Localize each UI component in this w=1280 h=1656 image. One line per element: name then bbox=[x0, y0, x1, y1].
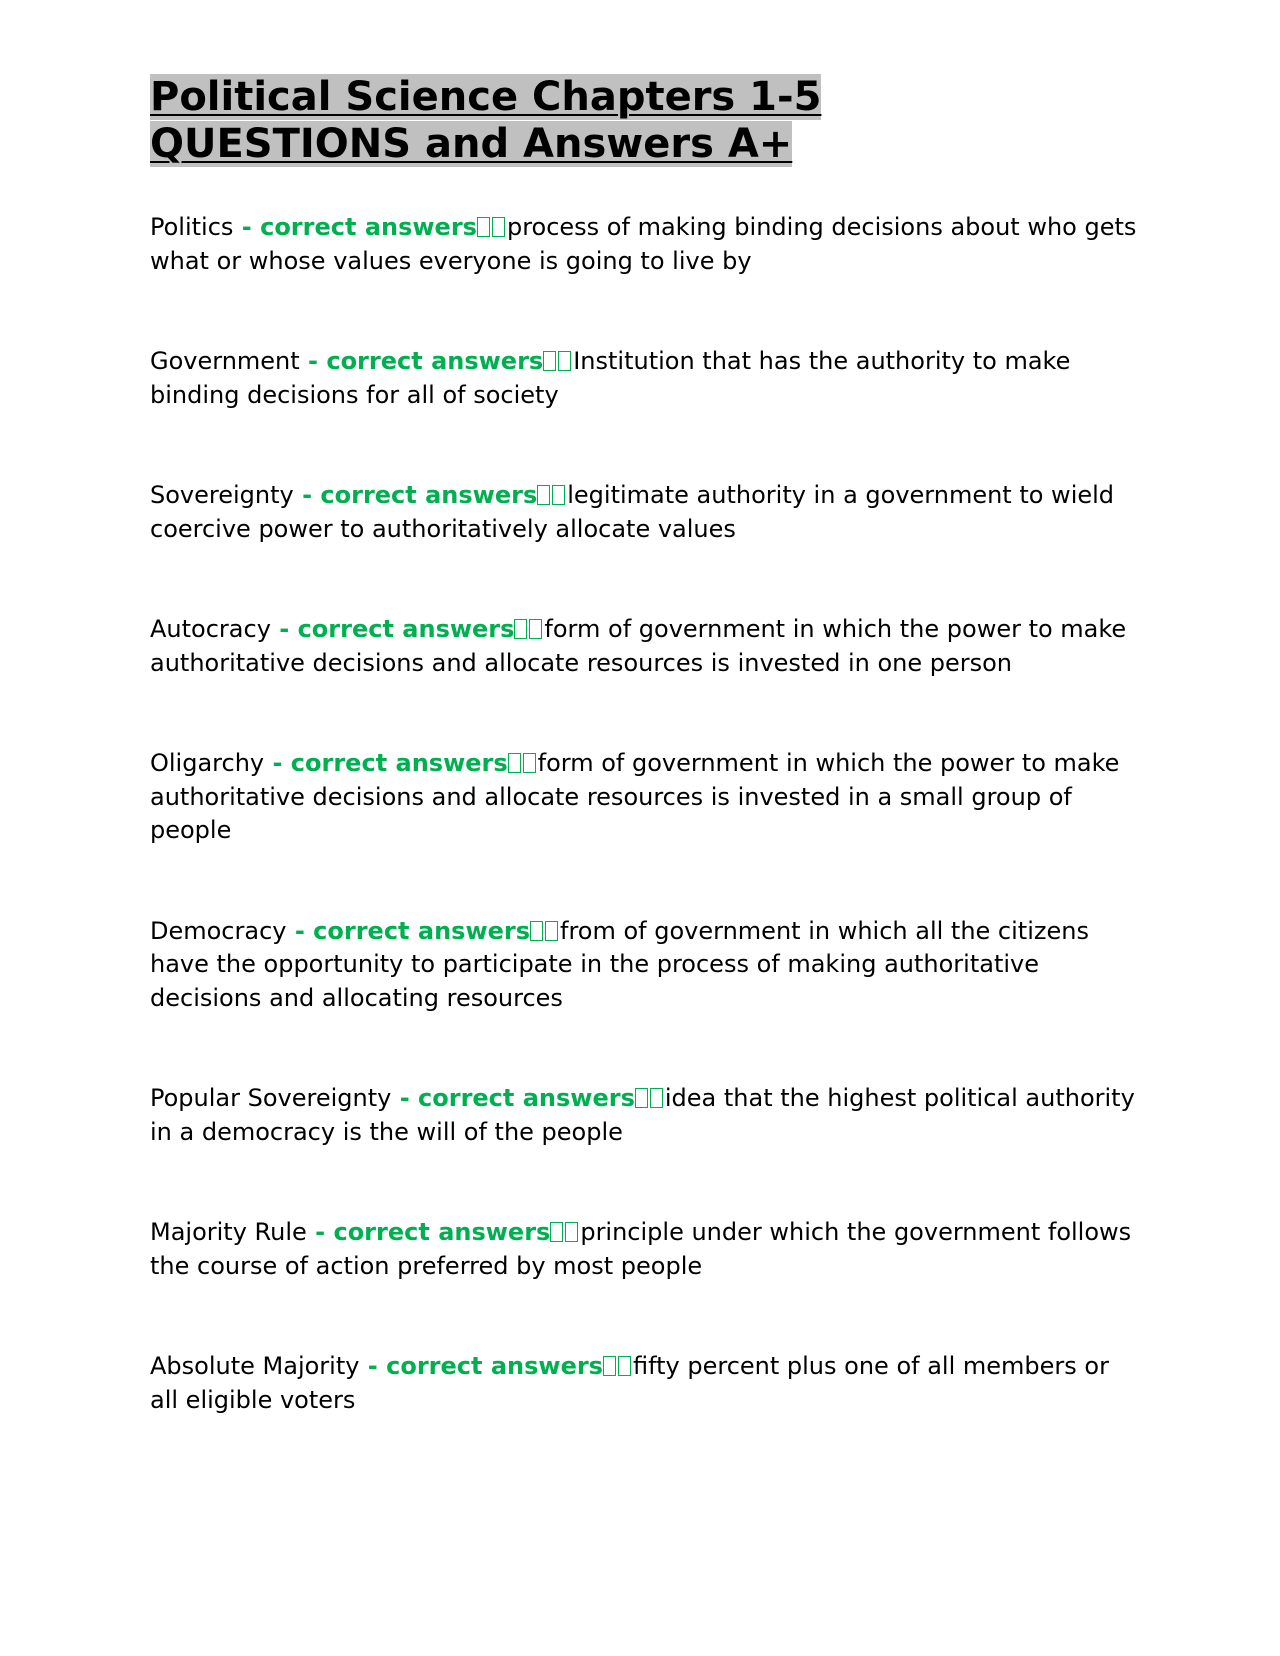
entry-term: Government bbox=[150, 347, 300, 375]
missing-glyph-box-icon bbox=[537, 485, 550, 505]
missing-glyph-box-icon bbox=[635, 1088, 648, 1108]
missing-glyph-box-icon bbox=[477, 217, 490, 237]
correct-answers-separator: - correct answers bbox=[359, 1352, 603, 1380]
missing-glyph-box-icon bbox=[550, 1222, 563, 1242]
entry-term: Absolute Majority bbox=[150, 1352, 360, 1380]
entry-term: Majority Rule bbox=[150, 1218, 307, 1246]
correct-answers-separator: - correct answers bbox=[293, 481, 538, 509]
entry-term: Politics bbox=[150, 213, 234, 241]
missing-glyph-box-icon bbox=[552, 485, 565, 505]
correct-answers-separator: - correct answers bbox=[264, 749, 508, 777]
missing-glyph-box-icon bbox=[523, 753, 536, 773]
entry-autocracy bbox=[150, 613, 1140, 680]
entry-list bbox=[150, 211, 1140, 1417]
entry-definition: form of government in which the power to make authoritative decisions and allocate resources is invested in a small group of people bbox=[150, 749, 1120, 844]
missing-glyph-box-icon bbox=[650, 1088, 663, 1108]
entry-term: Democracy bbox=[150, 916, 287, 945]
entry-absolute-majority bbox=[150, 1350, 1140, 1417]
entry-definition: form of government in which the power to make authoritative decisions and allocate resources is invested in one person bbox=[150, 615, 1127, 677]
entry-term: Oligarchy bbox=[150, 749, 265, 777]
correct-answers-separator: - correct answers bbox=[306, 1218, 551, 1246]
missing-glyph-box-icon bbox=[529, 619, 542, 639]
entry-term: Autocracy bbox=[150, 615, 271, 643]
entry-government bbox=[150, 345, 1140, 412]
missing-glyph-box-icon bbox=[603, 1356, 616, 1376]
entry-definition: fifty percent plus one of all members or all eligible voters bbox=[150, 1352, 1109, 1414]
entry-democracy bbox=[150, 915, 1140, 1016]
missing-glyph-box-icon bbox=[514, 619, 527, 639]
entry-majority-rule bbox=[150, 1216, 1140, 1283]
entry-popular-sovereignty bbox=[150, 1082, 1140, 1149]
missing-glyph-box-icon bbox=[558, 351, 571, 371]
entry-definition: legitimate authority in a government to wield coercive power to authoritatively allocate values bbox=[150, 481, 1115, 543]
correct-answers-separator: - correct answers bbox=[270, 615, 515, 643]
entry-definition: Institution that has the authority to make binding decisions for all of society bbox=[150, 347, 1071, 409]
correct-answers-separator: - correct answers bbox=[233, 213, 477, 241]
entry-sovereignty bbox=[150, 479, 1140, 546]
entry-definition: idea that the highest political authority in a democracy is the will of the people bbox=[150, 1084, 1135, 1146]
correct-answers-separator: - correct answers bbox=[299, 347, 544, 375]
missing-glyph-box-icon bbox=[492, 217, 505, 237]
page-title bbox=[150, 74, 1140, 168]
missing-glyph-box-icon bbox=[508, 753, 521, 773]
missing-glyph-box-icon bbox=[565, 1222, 578, 1242]
entry-politics bbox=[150, 211, 1140, 278]
entry-term: Sovereignty bbox=[150, 481, 294, 509]
document-page bbox=[150, 74, 1140, 1417]
missing-glyph-box-icon bbox=[545, 921, 558, 941]
missing-glyph-box-icon bbox=[618, 1356, 631, 1376]
title-line-1: Political Science Chapters 1-5 bbox=[150, 74, 822, 120]
title-line-2: QUESTIONS and Answers A+ bbox=[150, 121, 793, 167]
entry-definition: from of government in which all the citizens have the opportunity to participate in the process of making authoritative decisions and allocating resources bbox=[150, 916, 1089, 1012]
correct-answers-separator: - correct answers bbox=[391, 1084, 635, 1112]
entry-definition: principle under which the government follows the course of action preferred by most people bbox=[150, 1218, 1132, 1280]
entry-definition: process of making binding decisions about who gets what or whose values everyone is going to live by bbox=[150, 213, 1137, 275]
entry-oligarchy bbox=[150, 747, 1140, 848]
missing-glyph-box-icon bbox=[543, 351, 556, 371]
entry-term: Popular Sovereignty bbox=[150, 1084, 392, 1112]
missing-glyph-box-icon bbox=[530, 921, 543, 941]
correct-answers-separator: - correct answers bbox=[286, 916, 531, 945]
